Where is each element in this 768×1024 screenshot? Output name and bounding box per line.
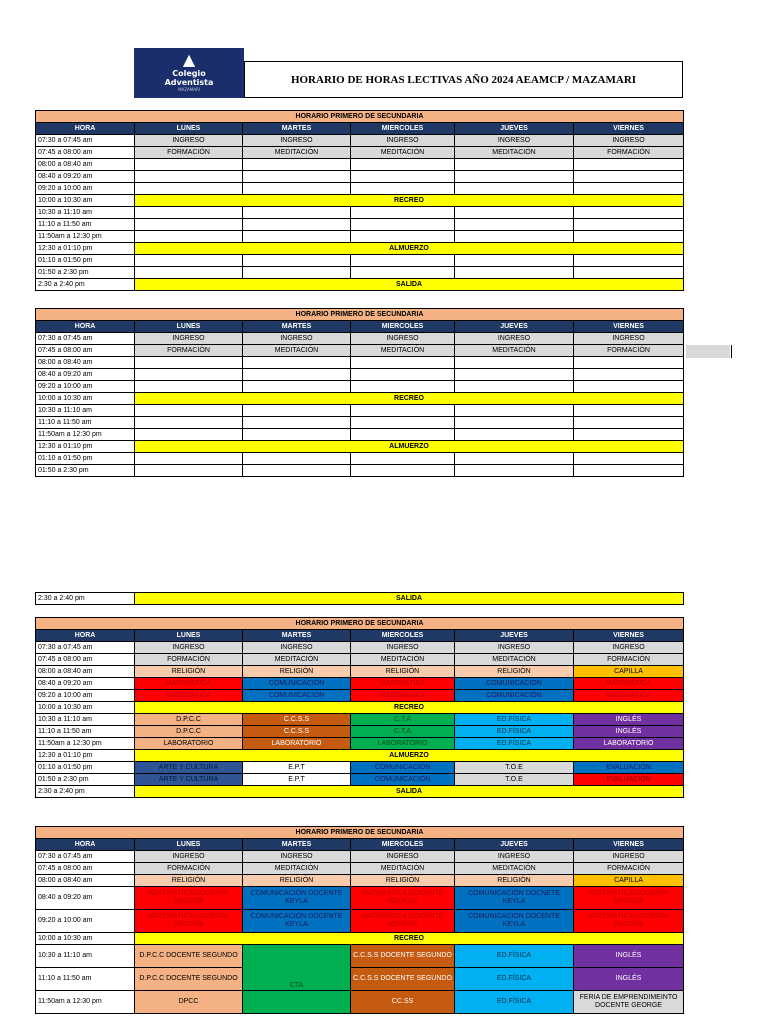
table-row: 11:50am a 12:30 pm xyxy=(36,231,684,243)
table-row: 10:00 a 10:30 am RECREO xyxy=(36,393,684,405)
table-row: 01:50 a 2:30 pm ARTE Y CULTURA E.P.T COMUNICACIÓN T.O.E EVALUACIÓN xyxy=(36,774,684,786)
table-title: HORARIO PRIMERO DE SECUNDARIA xyxy=(36,618,684,630)
table-row: 07:45 a 08:00 am FORMACIÓN MEDITACIÓN MEDITACIÓN MEDITACIÓN FORMACIÓN xyxy=(36,863,684,875)
logo-line1: Colegio xyxy=(172,69,206,78)
table-row: 11:10 a 11:50 am xyxy=(36,219,684,231)
table-row: 07:30 a 07:45 am INGRESO INGRESO INGRESO INGRESO INGRESO xyxy=(36,642,684,654)
logo-line3: MAZAMARI xyxy=(178,87,200,92)
table-row: 08:40 a 09:20 am MATEMÁTICA COMUNICACIÓN MATEMÁTICA COMUNICACIÓN MATEMÁTICA xyxy=(36,678,684,690)
table-row: 10:30 a 11:10 am D.P.C.C C.C.S.S C.T.A ED.FÍSICA INGLÉS xyxy=(36,714,684,726)
table-row: 10:00 a 10:30 am RECREO xyxy=(36,195,684,207)
table-row: 09:20 a 10:00 am MATEMÁTICA DOCENTE GEORGE COMUNICACIÓN DOCENTE KEYLA MATEMÁTICA DOCENTE GEORGE COMUNICACIÓN DOCENTE KEYLA MATEMÁTICA DOCENTE GEORGE xyxy=(36,910,684,933)
col-lunes: LUNES xyxy=(135,123,243,135)
salida-row-table xyxy=(35,592,684,605)
table-row: 07:30 a 07:45 am INGRESO INGRESO INGRESO INGRESO INGRESO xyxy=(36,851,684,863)
table-row: 07:45 a 08:00 am FORMACIÓN MEDITACIÓN MEDITACIÓN MEDITACIÓN FORMACIÓN xyxy=(36,654,684,666)
table-row: 10:30 a 11:10 am xyxy=(36,207,684,219)
table-row: 01:10 a 01:50 pm ARTE Y CULTURA E.P.T COMUNICACIÓN T.O.E EVALUACIÓN xyxy=(36,762,684,774)
table-row: 09:20 a 10:00 am xyxy=(36,183,684,195)
cursor-bar xyxy=(731,345,732,358)
table-row: 11:10 a 11:50 am D.P.C.C DOCENTE SEGUNDO C.C.S.S DOCENTE SEGUNDO ED.FÍSICA INGLÉS xyxy=(36,968,684,991)
table-row: 10:00 a 10:30 am RECREO xyxy=(36,702,684,714)
table-row: 12:30 a 01:10 pm ALMUERZO xyxy=(36,750,684,762)
col-miercoles: MIERCOLES xyxy=(351,123,455,135)
table-title: HORARIO PRIMERO DE SECUNDARIA xyxy=(36,111,684,123)
table-row: 07:30 a 07:45 am INGRESO INGRESO INGRESO INGRESO INGRESO xyxy=(36,333,684,345)
table-row: 09:20 a 10:00 am MATEMÁTICA COMUNICACIÓN MATEMÁTICA COMUNICACIÓN MATEMÁTICA xyxy=(36,690,684,702)
logo-emblem-icon: ▲ xyxy=(182,50,196,69)
table-row: 01:50 a 2:30 pm xyxy=(36,465,684,477)
table-row: 07:45 a 08:00 am FORMACIÓN MEDITACIÓN MEDITACIÓN MEDITACIÓN FORMACIÓN xyxy=(36,147,684,159)
table-row: 08:00 a 08:40 am RELIGIÓN RELIGIÓN RELIGIÓN RELIGIÓN CAPILLA xyxy=(36,666,684,678)
school-logo xyxy=(134,48,244,98)
schedule-table-4: HORARIO PRIMERO DE SECUNDARIA HORA LUNES MARTES MIERCOLES JUEVES VIERNES 07:30 a 07:45 am INGRESO INGRESO INGRESO INGRESO INGRESO 07:45 a 08:00 am FORMACIÓN MEDITACIÓN MEDITACIÓN MEDITACIÓN FORMACIÓN 08:00 a 08:40 am RELIGIÓN RELIGIÓN RELIGIÓN RELIGIÓN CAPILLA 08:40 a 09:20 am MATEMÁTICA DOCENTE GEORGE COMUNICACIÓN DOCENTE KEYLA MATEMÁTICA DOCENTE GEORGE COMUNICACIÓN DOCNETE KEYLA MATEMÁTICA DOCENTE GEORGE 09:20 a 10:00 am MATEMÁTICA DOCENTE GEORGE COMUNICACIÓN DOCENTE KEYLA MATEMÁTICA DOCENTE GEORGE COMUNICACIÓN DOCENTE KEYLA MATEMÁTICA DOCENTE GEORGE 10:00 a 10:30 am RECREO 10:30 a 11:10 am D.P.C.C DOCENTE SEGUNDO CTA C.C.S.S DOCENTE SEGUNDO ED.FÍSICA INGLÉS 11:10 a 11:50 am D.P.C.C DOCENTE SEGUNDO C.C.S.S DOCENTE SEGUNDO ED.FÍSICA INGLÉS 11:50am a 12:30 pm DPCC CC.SS ED.FÍSICA FERIA DE EMPRENDIMEINTO DOCENTE GEORGE xyxy=(35,826,684,1014)
table-row: 11:10 a 11:50 am D.P.C.C C.C.S.S C.T.A ED.FÍSICA INGLÉS xyxy=(36,726,684,738)
cell-marker xyxy=(686,345,730,358)
table-row: 12:30 a 01:10 pm ALMUERZO xyxy=(36,243,684,255)
table-title: HORARIO PRIMERO DE SECUNDARIA xyxy=(36,827,684,839)
table-row: 09:20 a 10:00 am xyxy=(36,381,684,393)
table-row: 11:50am a 12:30 pm xyxy=(36,429,684,441)
table-row: 10:00 a 10:30 am RECREO xyxy=(36,933,684,945)
col-martes: MARTES xyxy=(243,123,351,135)
schedule-table-1 xyxy=(35,110,684,291)
table-row: 2:30 a 2:40 pm SALIDA xyxy=(36,279,684,291)
table-row: 08:00 a 08:40 am xyxy=(36,159,684,171)
table-row: 07:30 a 07:45 am INGRESO INGRESO INGRESO INGRESO INGRESO xyxy=(36,135,684,147)
table-row: 2:30 a 2:40 pm SALIDA xyxy=(36,593,684,605)
table-row: 2:30 a 2:40 pm SALIDA xyxy=(36,786,684,798)
table-row: 07:45 a 08:00 am FORMACIÓN MEDITACIÓN MEDITACIÓN MEDITACIÓN FORMACIÓN xyxy=(36,345,684,357)
table-row: 12:30 a 01:10 pm ALMUERZO xyxy=(36,441,684,453)
table-row: 08:40 a 09:20 am MATEMÁTICA DOCENTE GEORGE COMUNICACIÓN DOCENTE KEYLA MATEMÁTICA DOCENTE GEORGE COMUNICACIÓN DOCNETE KEYLA MATEMÁTICA DOCENTE GEORGE xyxy=(36,887,684,910)
table-row: 10:30 a 11:10 am xyxy=(36,405,684,417)
col-viernes: VIERNES xyxy=(574,123,684,135)
logo-line2: Adventista xyxy=(164,78,214,87)
schedule-table-2: HORARIO PRIMERO DE SECUNDARIA HORA LUNES MARTES MIERCOLES JUEVES VIERNES 07:30 a 07:45 am INGRESO INGRESO INGRESO INGRESO INGRESO 07:45 a 08:00 am FORMACIÓN MEDITACIÓN MEDITACIÓN MEDITACIÓN FORMACIÓN 08:00 a 08:40 am 08:40 a 09:20 am 09:20 a 10:00 am 10:00 a 10:30 am RECREO 10:30 a 11:10 am 11:10 a 11:50 am 11:50am a 12:30 pm 12:30 a 01:10 pm ALMUERZO 01:10 a 01:50 pm 01:50 a 2:30 pm xyxy=(35,308,684,477)
table-row: 08:00 a 08:40 am xyxy=(36,357,684,369)
table-row: 10:30 a 11:10 am D.P.C.C DOCENTE SEGUNDO CTA C.C.S.S DOCENTE SEGUNDO ED.FÍSICA INGLÉS xyxy=(36,945,684,968)
table-row: 08:40 a 09:20 am xyxy=(36,171,684,183)
col-hora: HORA xyxy=(36,123,135,135)
col-jueves: JUEVES xyxy=(455,123,574,135)
table-title: HORARIO PRIMERO DE SECUNDARIA xyxy=(36,309,684,321)
table-row: 08:00 a 08:40 am RELIGIÓN RELIGIÓN RELIGIÓN RELIGIÓN CAPILLA xyxy=(36,875,684,887)
document-title: HORARIO DE HORAS LECTIVAS AÑO 2024 AEAMCP / MAZAMARI xyxy=(244,61,683,98)
schedule-table-3: HORARIO PRIMERO DE SECUNDARIA HORA LUNES MARTES MIERCOLES JUEVES VIERNES 07:30 a 07:45 am INGRESO INGRESO INGRESO INGRESO INGRESO 07:45 a 08:00 am FORMACIÓN MEDITACIÓN MEDITACIÓN MEDITACIÓN FORMACIÓN 08:00 a 08:40 am RELIGIÓN RELIGIÓN RELIGIÓN RELIGIÓN CAPILLA 08:40 a 09:20 am MATEMÁTICA COMUNICACIÓN MATEMÁTICA COMUNICACIÓN MATEMÁTICA 09:20 a 10:00 am MATEMÁTICA COMUNICACIÓN MATEMÁTICA COMUNICACIÓN MATEMÁTICA 10:00 a 10:30 am RECREO 10:30 a 11:10 am D.P.C.C C.C.S.S C.T.A ED.FÍSICA INGLÉS 11:10 a 11:50 am D.P.C.C C.C.S.S C.T.A ED.FÍSICA INGLÉS 11:50am a 12:30 pm LABORATORIO LABORATORIO LABORATORIO ED.FÍSICA LABORATORIO 12:30 a 01:10 pm ALMUERZO 01:10 a 01:50 pm ARTE Y CULTURA E.P.T COMUNICACIÓN T.O.E EVALUACIÓN 01:50 a 2:30 pm ARTE Y CULTURA E.P.T COMUNICACIÓN T.O.E EVALUACIÓN 2:30 a 2:40 pm SALIDA xyxy=(35,617,684,798)
table-row: 01:10 a 01:50 pm xyxy=(36,255,684,267)
table-row: 11:10 a 11:50 am xyxy=(36,417,684,429)
table-row: 11:50am a 12:30 pm LABORATORIO LABORATORIO LABORATORIO ED.FÍSICA LABORATORIO xyxy=(36,738,684,750)
table-row: 01:10 a 01:50 pm xyxy=(36,453,684,465)
table-row: 08:40 a 09:20 am xyxy=(36,369,684,381)
table-row: 01:50 a 2:30 pm xyxy=(36,267,684,279)
table-row: 11:50am a 12:30 pm DPCC CC.SS ED.FÍSICA FERIA DE EMPRENDIMEINTO DOCENTE GEORGE xyxy=(36,991,684,1014)
